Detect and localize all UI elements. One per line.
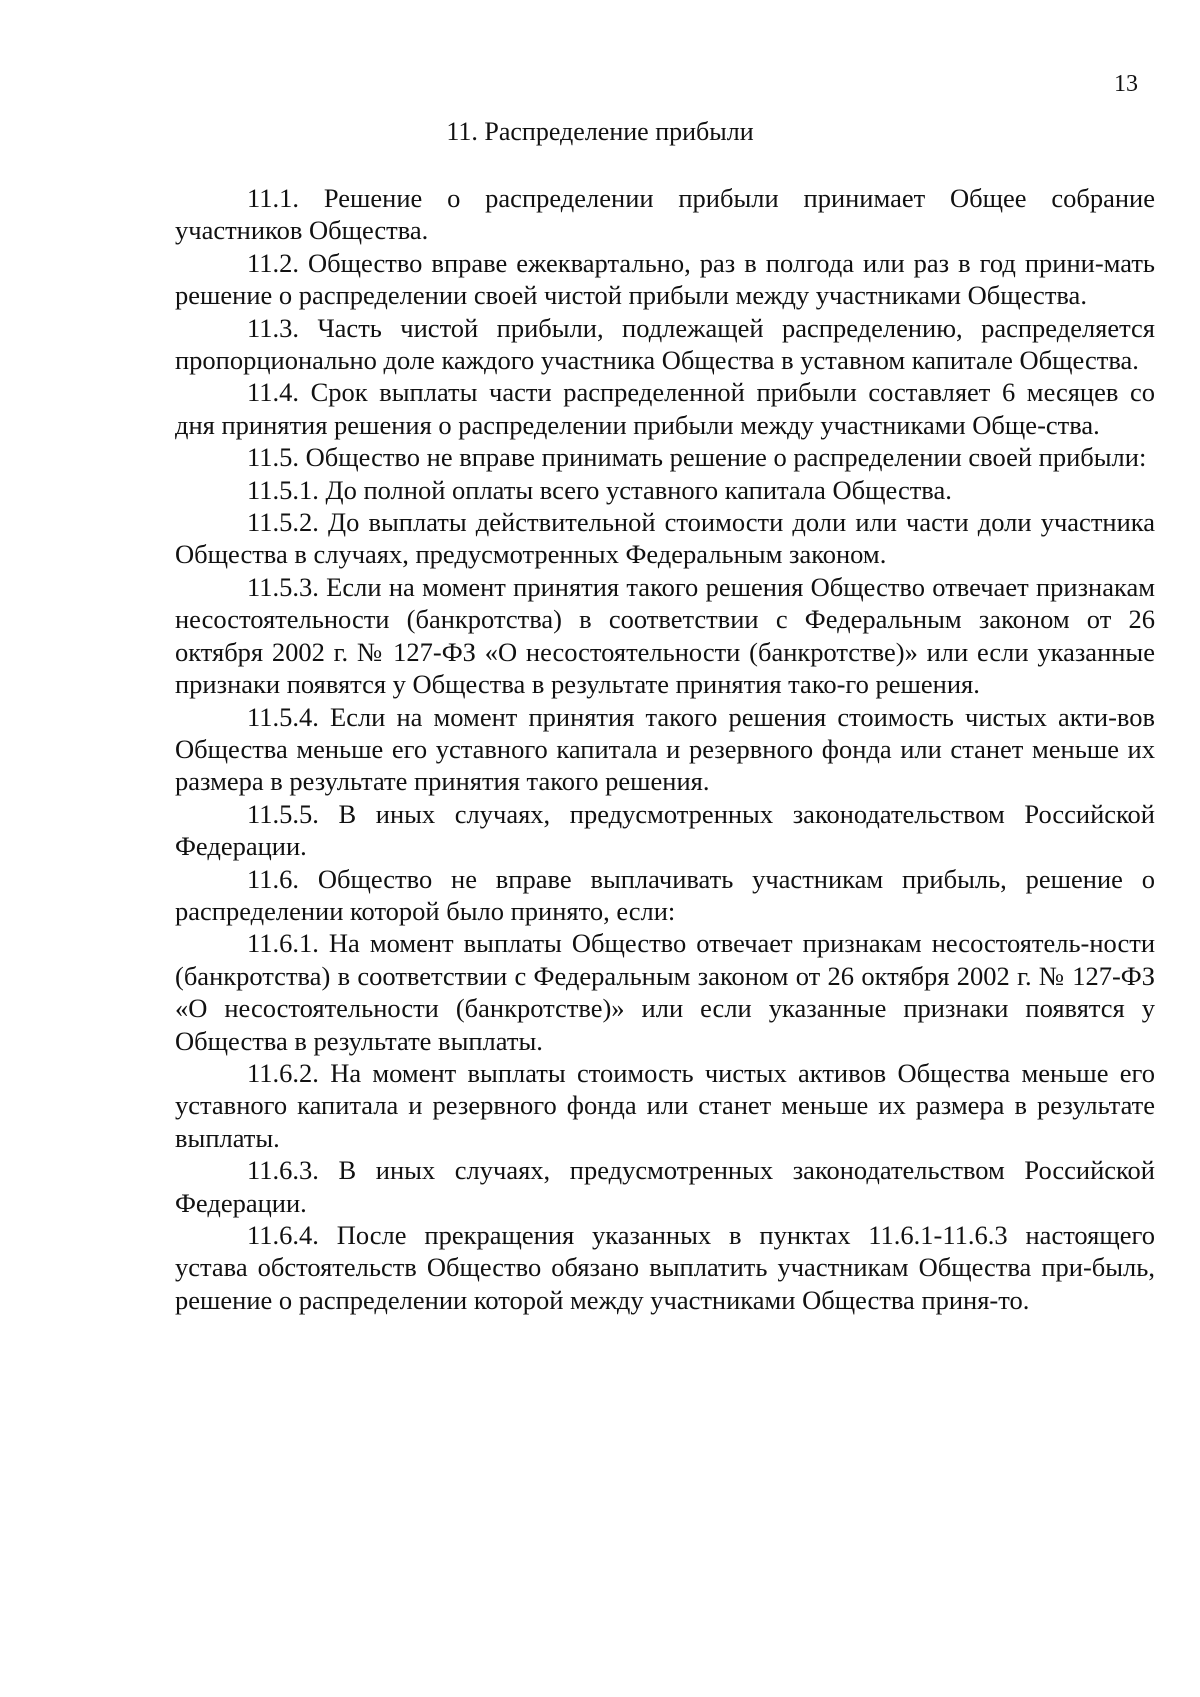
- section-heading: 11. Распределение прибыли: [446, 117, 754, 146]
- page-number: 13: [1114, 71, 1138, 97]
- paragraph-11-5-4: 11.5.4. Если на момент принятия такого решения стоимость чистых акти-вов Общества меньше его уставного капитала и резервного фонда или станет меньше их размера в результате принятия такого решения.: [175, 701, 1155, 797]
- paragraph-11-2: 11.2. Общество вправе ежеквартально, раз в полгода или раз в год прини-мать решение о распределении своей чистой прибыли между участниками Общества.: [175, 247, 1155, 311]
- paragraph-11-4: 11.4. Срок выплаты части распределенной прибыли составляет 6 месяцев со дня принятия решения о распределении прибыли между участниками Обще-ства.: [175, 377, 1155, 440]
- paragraph-11-6-4: 11.6.4. После прекращения указанных в пунктах 11.6.1-11.6.3 настоящего устава обстоятельств Общество обязано выплатить участникам Общества при-быль, решение о распределении которой между участниками Общества приня-то.: [175, 1220, 1155, 1315]
- paragraph-11-5-5: 11.5.5. В иных случаях, предусмотренных законодательством Российской Федерации.: [175, 798, 1155, 862]
- document-body: [175, 182, 1155, 1316]
- paragraph-11-6-2: 11.6.2. На момент выплаты стоимость чистых активов Общества меньше его уставного капитала и резервного фонда или станет меньше их размера в результате выплаты.: [175, 1057, 1155, 1153]
- paragraph-11-5-2: 11.5.2. До выплаты действительной стоимости доли или части доли участника Общества в случаях, предусмотренных Федеральным законом.: [175, 507, 1155, 570]
- paragraph-11-3: 11.3. Часть чистой прибыли, подлежащей распределению, распределяется пропорционально доле каждого участника Общества в уставном капитале Общества.: [175, 312, 1155, 376]
- paragraph-11-5: 11.5. Общество не вправе принимать решение о распределении своей прибыли:: [247, 442, 1147, 473]
- paragraph-11-6-1: 11.6.1. На момент выплаты Общество отвечает признакам несостоятель-ности (банкротства) в соответствии с Федеральным законом от 26 октября 2002 г. № 127-ФЗ «О несостоятельности (банкротстве)» или если указанные признаки появятся у Общества в результате выплаты.: [175, 928, 1155, 1056]
- paragraph-11-6-3: 11.6.3. В иных случаях, предусмотренных законодательством Российской Федерации.: [175, 1155, 1155, 1218]
- paragraph-11-6: 11.6. Общество не вправе выплачивать участникам прибыль, решение о распределении которой было принято, если:: [175, 863, 1155, 926]
- paragraph-11-5-1: 11.5.1. До полной оплаты всего уставного капитала Общества.: [247, 474, 952, 505]
- paragraph-11-5-3: 11.5.3. Если на момент принятия такого решения Общество отвечает признакам несостоятельности (банкротства) в соответствии с Федеральным законом от 26 октября 2002 г. № 127-ФЗ «О несостоятельности (банкротстве)» или если указанные признаки появятся у Общества в результате принятия тако-го решения.: [175, 571, 1155, 700]
- paragraph-11-1: 11.1. Решение о распределении прибыли принимает Общее собрание участников Общества.: [175, 183, 1155, 246]
